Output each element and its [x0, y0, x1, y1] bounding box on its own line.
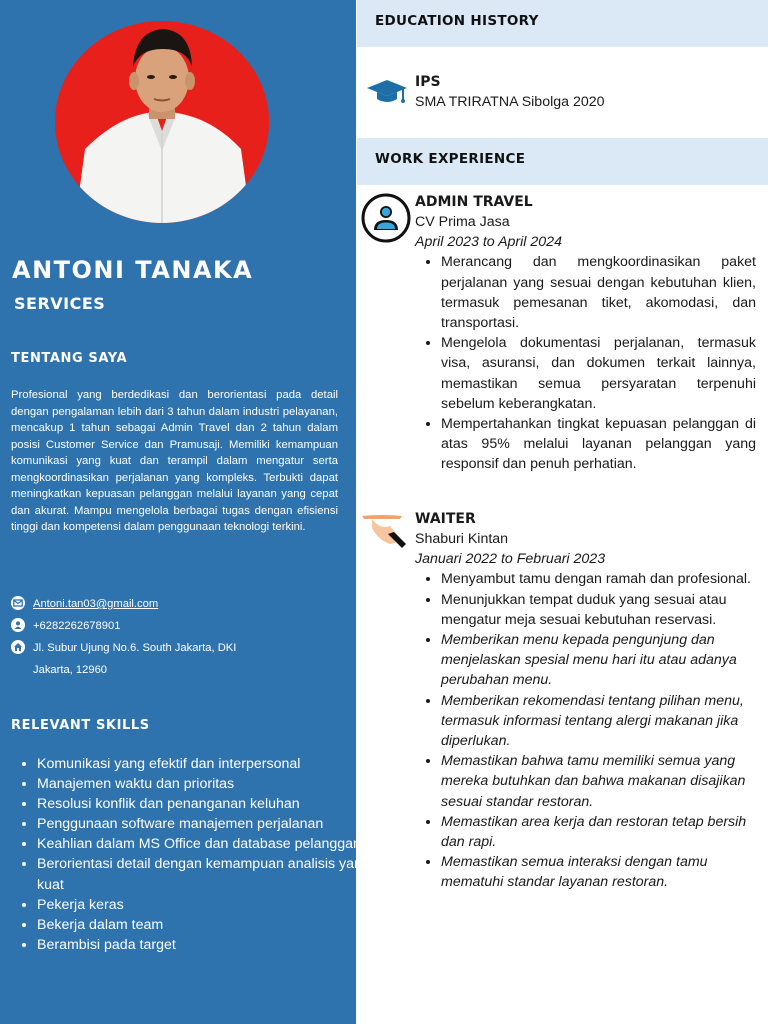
education-entry	[415, 72, 605, 112]
job-title: WAITER	[415, 511, 476, 527]
skill-item: • Resolusi konflik dan penanganan keluhan	[37, 794, 372, 814]
envelope-icon	[11, 596, 25, 610]
duty-item: • Menunjukkan tempat duduk yang sesuai atau mengatur meja sesuai kebutuhan reservasi.	[441, 590, 756, 630]
waiter-serving-icon	[360, 510, 408, 550]
skill-item: • Penggunaan software manajemen perjalanan	[37, 814, 372, 834]
duty-item: • Memberikan rekomendasi tentang pilihan menu, termasuk informasi tentang alergi makanan jika diperlukan.	[441, 691, 756, 752]
job-period: Januari 2022 to Februari 2023	[415, 551, 606, 568]
job-entry-admin-travel	[415, 192, 756, 475]
skill-item: • Berambisi pada target	[37, 935, 372, 955]
sidebar	[0, 0, 370, 1024]
skill-item: • Berorientasi detail dengan kemampuan analisis yang kuat	[37, 854, 372, 894]
duty-item: • Memastikan semua interaksi dengan tamu mematuhi standar layanan restoran.	[441, 852, 756, 892]
job-duties	[415, 569, 756, 892]
about-text: Profesional yang berdedikasi dan berorientasi pada detail dengan pengalaman lebih dari 3 tahun dalam industri pelayanan, mencakup 1 tahun sebagai Admin Travel dan 2 tahun dalam posisi Customer Service dan Pramusaji. Memiliki kemampuan komunikasi yang kuat dan terampil dalam mengatur serta mengkoordinasikan perjalanan yang kompleks. Terbukti dapat meningkatkan kepuasan pelanggan melalui layanan yang cepat dan akurat. Mampu mengelola berbagai tugas dengan efisiensi tinggi dan kompetensi dalam penggunaan teknologi terkini.	[11, 389, 338, 533]
person-role: SERVICES	[14, 294, 106, 313]
job-company: CV Prima Jasa	[415, 214, 510, 230]
education-heading: EDUCATION HISTORY	[375, 13, 539, 29]
duty-item: • Memastikan bahwa tamu memiliki semua yang mereka butuhkan dan bahwa makanan disajikan sesuai standar restoran.	[441, 751, 756, 812]
duty-item: • Mengelola dokumentasi perjalanan, termasuk visa, asuransi, dan dokumen terkait lainnya, memastikan semua persyaratan terpenuhi sebelum keberangkatan.	[441, 333, 756, 414]
graduation-cap-icon	[366, 78, 408, 106]
person-avatar-icon	[361, 193, 411, 243]
work-heading-band	[357, 138, 768, 185]
education-heading-band	[357, 0, 768, 47]
home-icon	[11, 640, 25, 654]
about-heading: TENTANG SAYA	[11, 351, 128, 366]
person-name: ANTONI TANAKA	[12, 256, 254, 284]
skill-item: • Komunikasi yang efektif dan interpersonal	[37, 754, 372, 774]
job-entry-waiter	[415, 509, 756, 893]
duty-item: • Merancang dan mengkoordinasikan paket perjalanan yang sesuai dengan kebutuhan klien, termasuk pemesanan tiket, akomodasi, dan transportasi.	[441, 252, 756, 333]
address-line-1: Jl. Subur Ujung No.6. South Jakarta, DKI	[33, 642, 237, 654]
job-title: ADMIN TRAVEL	[415, 194, 533, 210]
person-icon	[11, 618, 25, 632]
work-heading: WORK EXPERIENCE	[375, 151, 526, 167]
education-school: SMA TRIRATNA Sibolga 2020	[415, 94, 605, 110]
skill-item: • Manajemen waktu dan prioritas	[37, 774, 372, 794]
phone-text: +6282262678901	[33, 620, 121, 632]
skill-item: • Pekerja keras	[37, 895, 372, 915]
education-major: IPS	[415, 74, 441, 90]
skills-list	[11, 754, 372, 955]
duty-item: • Mempertahankan tingkat kepuasan pelanggan di atas 95% melalui layanan pelanggan yang responsif dan penuh perhatian.	[441, 414, 756, 475]
duty-item: • Menyambut tamu dengan ramah dan profesional.	[441, 569, 756, 589]
duty-item: • Memastikan area kerja dan restoran tetap bersih dan rapi.	[441, 812, 756, 852]
email-link[interactable]: Antoni.tan03@gmail.com	[33, 598, 159, 610]
job-company: Shaburi Kintan	[415, 531, 509, 547]
job-duties	[415, 252, 756, 474]
address-line-2: Jakarta, 12960	[33, 664, 108, 676]
job-period: April 2023 to April 2024	[415, 234, 562, 251]
profile-photo	[55, 21, 269, 223]
skill-item: • Keahlian dalam MS Office dan database pelanggan	[37, 834, 372, 854]
duty-item: • Memberikan menu kepada pengunjung dan menjelaskan spesial menu hari itu atau adanya perubahan menu.	[441, 630, 756, 691]
skills-heading: RELEVANT SKILLS	[11, 718, 150, 733]
skill-item: • Bekerja dalam team	[37, 915, 372, 935]
